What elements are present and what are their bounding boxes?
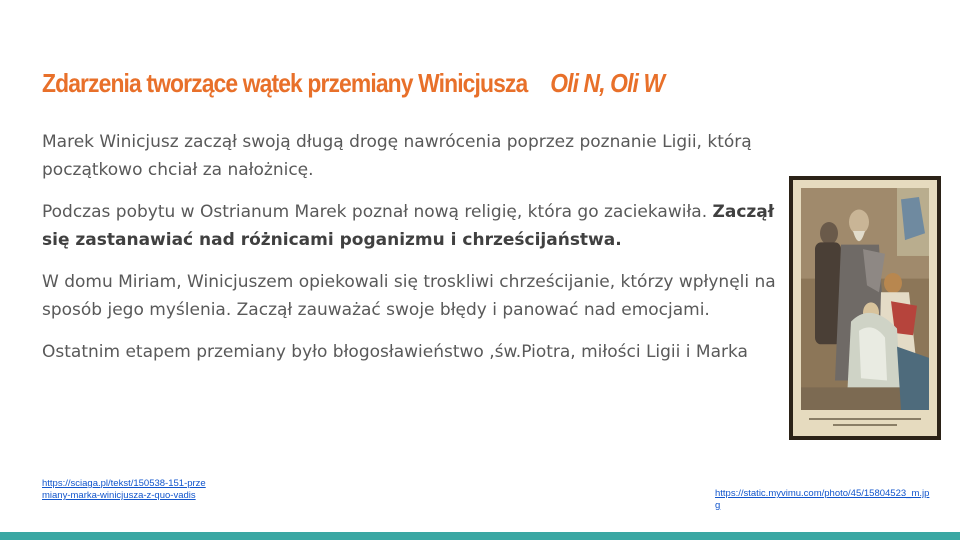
caption-line-2 xyxy=(833,424,897,426)
paragraph-4 xyxy=(42,338,782,366)
paragraph-4-text: Ostatnim etapem przemiany było błogosławieństwo ,św.Piotra, miłości Ligii i Marka xyxy=(42,342,748,362)
paragraph-2 xyxy=(42,198,782,254)
paragraph-2-bold-text: Zaczął się zastanawiać nad różnicami poganizmu i chrześcijaństwa. xyxy=(42,202,775,250)
title-authors: Oli N, Oli W xyxy=(550,68,665,98)
paragraph-2-text: Podczas pobytu w Ostrianum Marek poznał nową religię, która go zaciekawiła. xyxy=(42,202,713,222)
paragraph-1-text: Marek Winicjusz zaczął swoją długą drogę nawrócenia poprzez poznanie Ligii, którą początkowo chciał za nałożnicę. xyxy=(42,132,752,180)
painting-mat xyxy=(793,180,937,436)
painting-image xyxy=(789,176,941,440)
title-text: Zdarzenia tworzące wątek przemiany Winicjusza xyxy=(42,68,528,98)
slide-title xyxy=(42,68,664,99)
slide-body xyxy=(42,128,782,380)
source-link-left[interactable]: https://sciaga.pl/tekst/150538-151-przemiany-marka-winicjusza-z-quo-vadis xyxy=(42,478,206,501)
painting-illustration xyxy=(801,188,929,410)
paragraph-1 xyxy=(42,128,782,184)
bottom-accent-bar xyxy=(0,532,960,540)
caption-line-1 xyxy=(809,418,921,420)
paragraph-3 xyxy=(42,268,782,324)
paragraph-3-text: W domu Miriam, Winicjuszem opiekowali się troskliwi chrześcijanie, którzy wpłynęli na sposób jego myślenia. Zaczął zauważać swoje błędy i panować nad emocjami. xyxy=(42,272,776,320)
source-link-right[interactable]: https://static.myvimu.com/photo/45/15804523_m.jpg xyxy=(715,488,930,511)
